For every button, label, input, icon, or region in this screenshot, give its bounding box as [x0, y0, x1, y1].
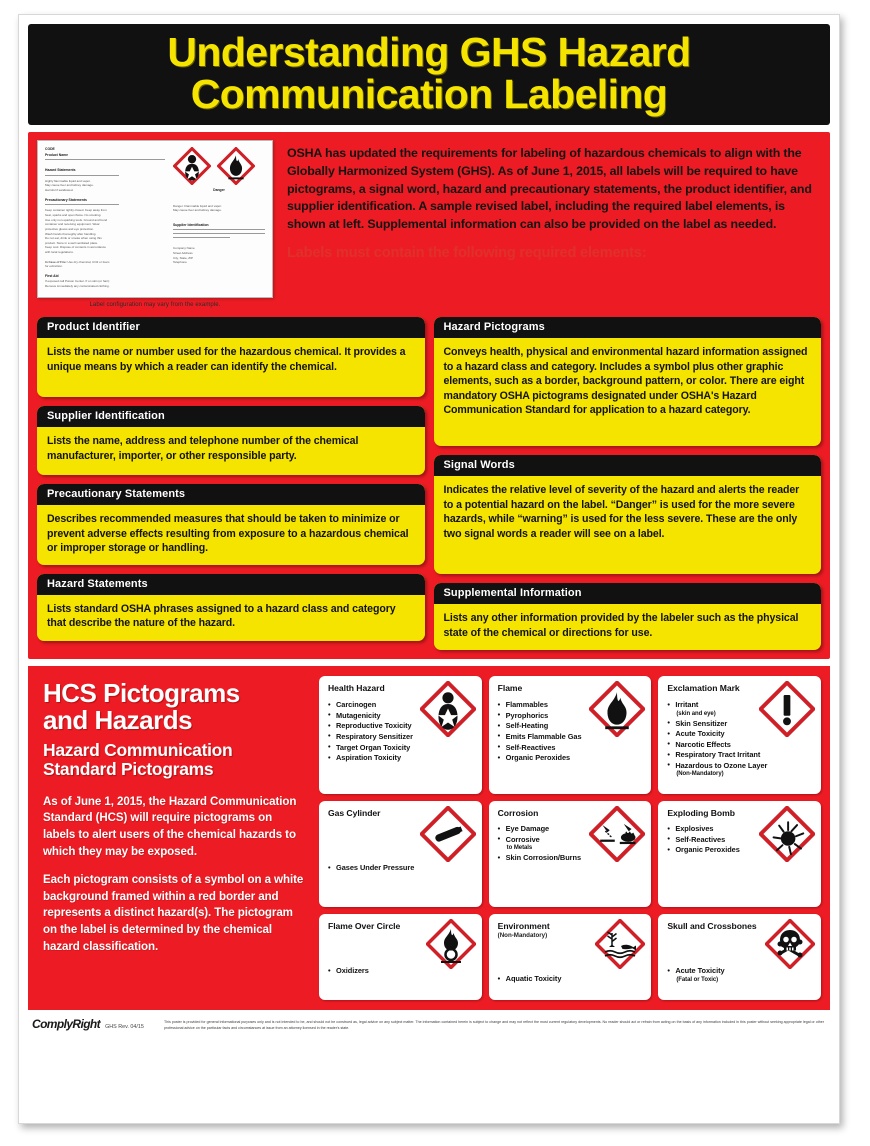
hazard-item: • Carcinogen: [328, 700, 474, 711]
hazard-item: • Target Organ Toxicity: [328, 743, 474, 754]
element-heading: Supplemental Information: [434, 583, 822, 604]
hazard-item: • Self-Reactives: [667, 835, 813, 846]
hazard-item: • Oxidizers: [328, 966, 474, 977]
sample-label-text: In Case of Fire: Use dry chemical, CO2 or foam for extinction.: [45, 259, 110, 269]
pictogram-grid: [319, 676, 821, 1000]
hazard-item: • Respiratory Sensitizer: [328, 732, 474, 743]
hazard-item: • Irritant (skin and eye): [667, 700, 813, 718]
pictogram-title: Flame Over Circle: [328, 921, 401, 932]
element-box-supplier-identification: [37, 406, 425, 475]
element-heading: Hazard Statements: [37, 574, 425, 595]
pictogram-hazard-list: [667, 700, 813, 779]
hcs-subtitle-line-2: Standard Pictograms: [43, 759, 214, 780]
intro-paragraph: OSHA has updated the requirements for labeling of hazardous chemicals to align with the Globally Harmonized System (GHS). As of June 1, 2015, all labels will be required to have pictograms, a signal word, hazard and precautionary statements, the product identifier, and supplier identification. A sample revised label, including the required label elements, is shown at left. Supplemental information can also be provided on the label as needed.: [287, 146, 812, 231]
hazard-item: • Reproductive Toxicity: [328, 721, 474, 732]
sample-label-hazard-heading: Hazard Statements: [45, 168, 76, 173]
hazard-item: • Self-Heating: [498, 721, 644, 732]
divider: [173, 237, 230, 238]
element-box-signal-words: [434, 455, 822, 574]
element-box-hazard-statements: [37, 574, 425, 641]
element-heading: Precautionary Statements: [37, 484, 425, 505]
product-code: GHS Rev. 04/15: [105, 1024, 144, 1031]
pictogram-title: Environment: [497, 921, 550, 932]
sample-label-text: If exposed call Poison Center. If on skin (or hair): Remove immediately any contaminated clothing.: [45, 279, 110, 288]
intro-text-block: [283, 140, 821, 261]
hazard-item: • Skin Corrosion/Burns: [498, 853, 644, 864]
hcs-subtitle-line-1: Hazard Communication: [43, 739, 233, 760]
sample-label-supplier-heading: Supplier Identification: [173, 222, 209, 227]
sample-label-text: Keep container tightly closed. Keep away from heat, sparks and open flame. No smoking. Use only non-sparking tools. Ground and bond container and receiving equipment. Wear protective gloves and eye protection. Wash hands thoroughly after handling. Do not eat, drink or smoke when using this product. Store in a well ventilated place. Keep cool. Dispose of contents in accordance with local regulations.: [45, 208, 108, 255]
pictogram-hazard-list: [328, 863, 474, 874]
sample-label-left-column: [45, 147, 165, 288]
hazard-item: • Pyrophorics: [498, 711, 644, 722]
element-heading: Supplier Identification: [37, 406, 425, 427]
hazard-note: to Metals: [506, 845, 533, 852]
sample-label-image: [37, 140, 273, 298]
element-heading: Signal Words: [434, 455, 822, 476]
sample-label-product-name: Product Name: [45, 152, 68, 157]
elements-column-left: [37, 317, 425, 650]
pictogram-hazard-list: [498, 824, 644, 863]
required-elements-panel: [28, 132, 830, 659]
intro-area: [37, 140, 821, 308]
pictogram-card-exploding-bomb: [658, 801, 821, 907]
pictogram-hazard-list: [667, 966, 813, 984]
hazard-item: • Organic Peroxides: [667, 845, 813, 856]
hazard-item: • Aquatic Toxicity: [498, 974, 644, 985]
sample-label-code: CODE: [45, 147, 55, 152]
pictogram-hazard-list: [498, 974, 644, 985]
hazard-item: • Flammables: [498, 700, 644, 711]
pictogram-card-health-hazard: [319, 676, 482, 794]
pictogram-hazard-list: [328, 966, 474, 977]
hazard-item: • Skin Sensitizer: [667, 719, 813, 730]
hcs-text-column: [37, 676, 309, 1000]
divider: [45, 204, 119, 205]
element-box-hazard-pictograms: [434, 317, 822, 446]
pictogram-title: Flame: [497, 683, 523, 694]
element-body: Lists standard OSHA phrases assigned to a hazard class and category that describe the nature of the hazard.: [47, 602, 396, 630]
brand-name: ComplyRight: [32, 1017, 101, 1032]
pictogram-title: Health Hazard: [328, 683, 385, 694]
hazard-note: (Fatal or Toxic): [676, 976, 719, 983]
pictogram-title: Skull and Crossbones: [667, 921, 757, 932]
page-title-line-1: Understanding GHS Hazard: [167, 29, 691, 75]
pictogram-hazard-list: [498, 700, 644, 763]
disclaimer-text: This poster is provided for general informational purposes only and is not intended to be, and should not be construed as, legal advice on any subject matter. The information contained herein is subject to change and may not reflect the most current regulatory developments. No reader should act or refrain from acting on the basis of any information included in this poster without seeking appropriate legal or other professional advice on the particular facts and circumstances at issue from an attorney licensed in the reader's state.: [164, 1020, 824, 1031]
sample-label-right-column: [173, 147, 265, 265]
hazard-item: • Aspiration Toxicity: [328, 753, 474, 764]
sample-label-pictograms: [173, 147, 265, 185]
element-body: Lists the name, address and telephone number of the chemical manufacturer, importer, or other responsible party.: [47, 435, 359, 462]
sample-label-text: Company Name Street Address City, State, ZIP Telephone: [173, 246, 195, 265]
hazard-item: • Hazardous to Ozone Layer (Non-Mandatory): [667, 761, 813, 779]
environment-icon: [595, 919, 645, 974]
health-hazard-icon: [173, 147, 211, 185]
poster: [18, 14, 840, 1124]
hcs-pictograms-section: [28, 666, 830, 1010]
hazard-item: • Self-Reactives: [498, 743, 644, 754]
element-body: Lists any other information provided by the labeler such as the physical state of the chemical or directions for use.: [443, 612, 799, 639]
gas-cylinder-icon: [420, 806, 476, 867]
sample-label-precaution-heading: Precautionary Statements: [45, 197, 87, 202]
sample-label-signal-word: Danger: [213, 188, 225, 193]
divider: [45, 159, 165, 160]
divider: [173, 229, 265, 230]
sample-label-caption: Label configuration may vary from the example.: [89, 302, 221, 309]
pictogram-card-environment: [489, 914, 652, 1000]
divider: [45, 175, 119, 176]
flame-icon: [217, 147, 255, 185]
elements-column-right: [434, 317, 822, 650]
hazard-item: • Gases Under Pressure: [328, 863, 474, 874]
pictogram-title: Corrosion: [497, 808, 539, 819]
pictogram-title: Gas Cylinder: [328, 808, 381, 819]
pictogram-subtitle: (Non-Mandatory): [497, 932, 548, 940]
hazard-item: • Acute Toxicity (Fatal or Toxic): [667, 966, 813, 984]
page-title-line-2: Communication Labeling: [190, 71, 668, 118]
hazard-note: (Non-Mandatory): [676, 771, 724, 778]
element-body: Lists the name or number used for the hazardous chemical. It provides a unique means by which a reader can identify the chemical.: [47, 346, 406, 373]
footer: [28, 1010, 830, 1123]
sample-label-text: Danger. Flammable liquid and vapor. May cause liver and kidney damage.: [173, 203, 222, 213]
pictogram-card-skull-and-crossbones: [658, 914, 821, 1000]
hazard-item: • Acute Toxicity: [667, 729, 813, 740]
pictogram-title: Exploding Bomb: [667, 808, 735, 819]
hazard-item: • Explosives: [667, 824, 813, 835]
hcs-paragraph-1: As of June 1, 2015, the Hazard Communication Standard (HCS) will require pictograms on labels to alert users of the chemical hazards to which they may be exposed.: [43, 794, 297, 859]
divider: [173, 233, 265, 234]
hazard-item: • Emits Flammable Gas: [498, 732, 644, 743]
pictogram-card-flame: [489, 676, 652, 794]
pictogram-hazard-list: [667, 824, 813, 856]
hcs-paragraph-2: Each pictogram consists of a symbol on a white background framed within a red border and represents a distinct hazard(s). The pictogram on the label is determined by the chemical hazard classification.: [43, 872, 304, 954]
sample-label-text: Highly flammable liquid and vapor. May cause liver and kidney damage. Harmful if swallowed.: [45, 178, 94, 193]
pictogram-hazard-list: [328, 700, 474, 763]
element-box-supplemental-information: [434, 583, 822, 650]
required-elements-heading: Labels must contain the following required elements:: [287, 245, 647, 262]
hcs-title-line-1: HCS Pictograms: [43, 678, 240, 709]
hcs-title-line-2: and Hazards: [43, 705, 193, 736]
sample-label-text: First Aid: [45, 273, 59, 278]
hcs-body-text: [43, 794, 305, 956]
brand-logo: [32, 1017, 152, 1031]
hazard-item: • Respiratory Tract Irritant: [667, 750, 813, 761]
sample-label-figure: [37, 140, 273, 308]
hazard-item: • Organic Peroxides: [498, 753, 644, 764]
pictogram-title: Exclamation Mark: [667, 683, 740, 694]
element-box-product-identifier: [37, 317, 425, 397]
hazard-item: • Corrosive to Metals: [498, 835, 644, 853]
required-elements-grid: [37, 317, 821, 650]
element-heading: Hazard Pictograms: [434, 317, 822, 338]
hazard-item: • Eye Damage: [498, 824, 644, 835]
hazard-note: (skin and eye): [676, 710, 716, 717]
element-body: Conveys health, physical and environmental hazard information assigned to a hazard class and category. Includes a symbol plus other graphic elements, such as a border, background pattern, or color. There are eight mandatory OSHA pictograms designated under OSHA's Hazard Communication Standard for application to a hazard category.: [443, 346, 808, 417]
hazard-item: • Narcotic Effects: [667, 740, 813, 751]
pictogram-card-exclamation-mark: [658, 676, 821, 794]
element-box-precautionary-statements: [37, 484, 425, 565]
element-body: Indicates the relative level of severity of the hazard and alerts the reader to a potential hazard on the label. “Danger” is used for the more severe hazards, while “warning” is used for the less severe. These are the only two signal words a reader will see on a label.: [443, 484, 800, 540]
pictogram-card-gas-cylinder: [319, 801, 482, 907]
pictogram-card-corrosion: [489, 801, 652, 907]
element-heading: Product Identifier: [37, 317, 425, 338]
title-banner: [28, 24, 830, 125]
hazard-item: • Mutagenicity: [328, 711, 474, 722]
pictogram-card-flame-over-circle: [319, 914, 482, 1000]
element-body: Describes recommended measures that should be taken to minimize or prevent adverse effects resulting from exposure to a hazardous chemical or improper storage or handling.: [47, 513, 409, 555]
